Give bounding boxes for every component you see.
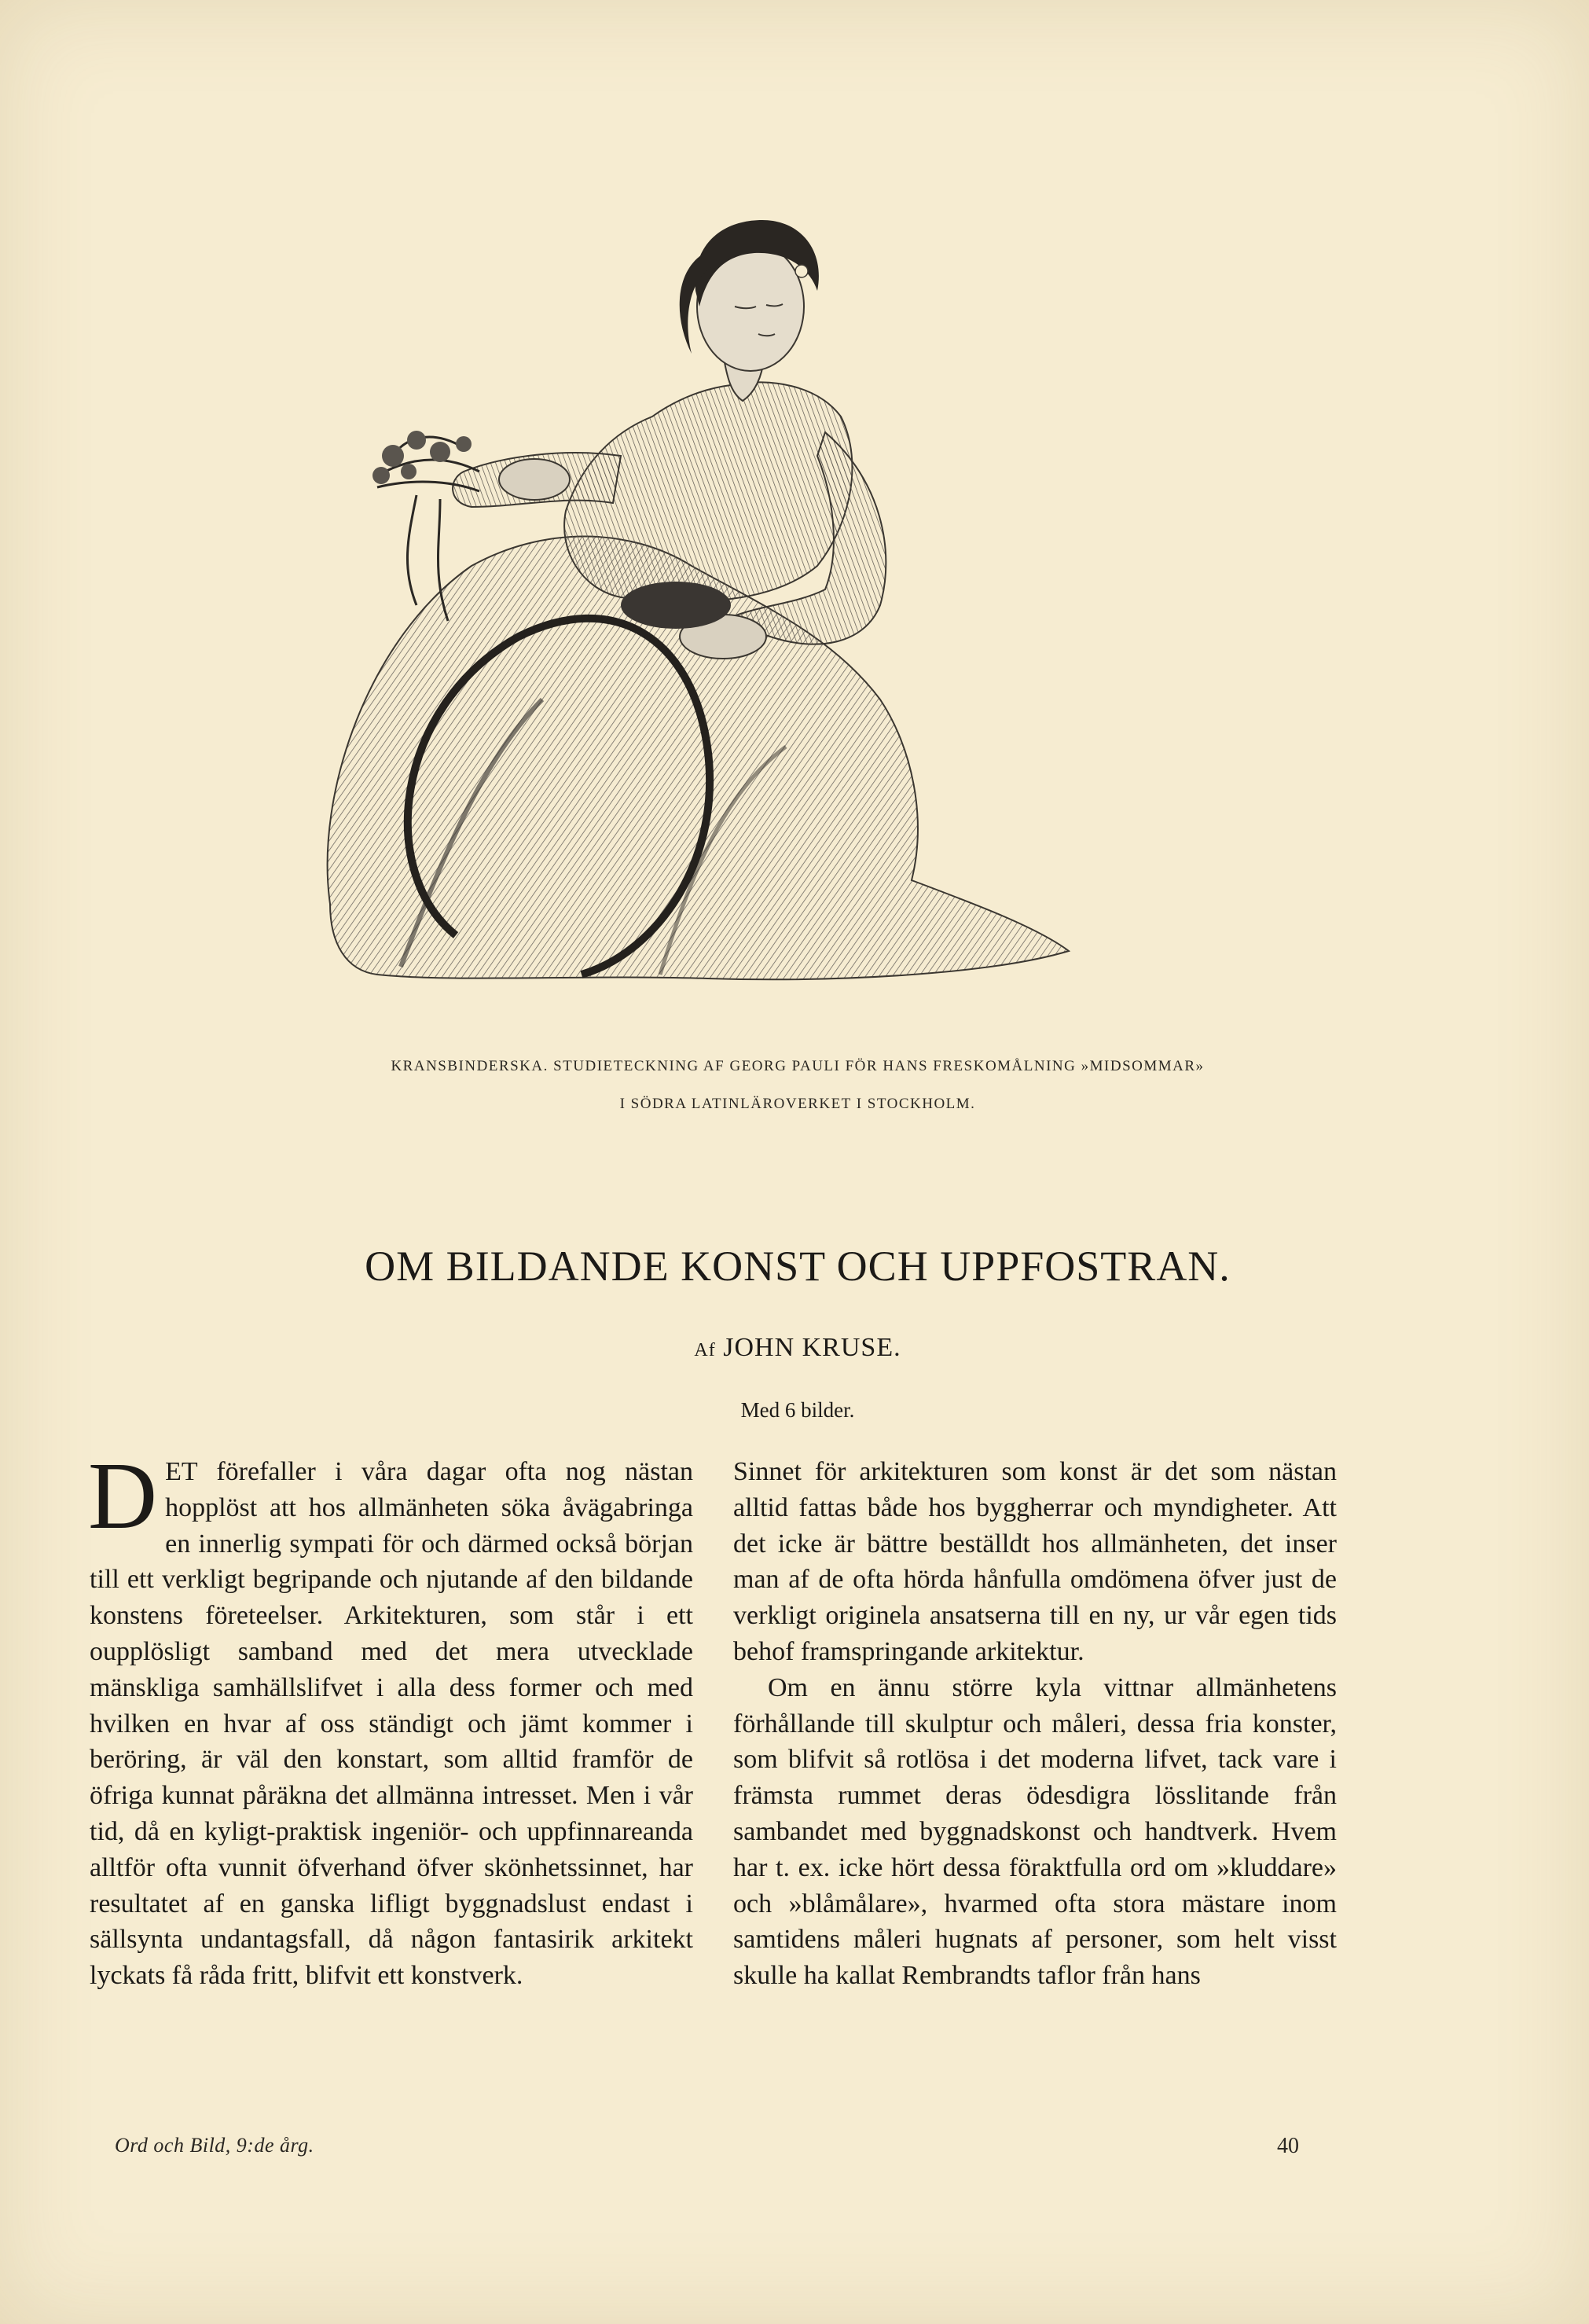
article-title: OM BILDANDE KONST OCH UPPFOSTRAN. (365, 1243, 1231, 1290)
images-note: Med 6 bilder. (740, 1398, 855, 1422)
author-name: JOHN KRUSE. (723, 1333, 901, 1362)
page-number: 40 (1277, 2134, 1299, 2158)
article-column-right (733, 1454, 1337, 1994)
paragraph-sculpture-painting: Om en ännu större kyla vittnar allmänhetens förhållande till skulptur och måleri, dessa fria konster, som blifvit så rotlösa i det moderna lifvet, tack vare i främsta rummet deras ödesdigra lösslitande från sambandet med byggnadskonst och handtverk. Hvem har t. ex. icke hört dessa föraktfulla ord om »kluddare» och »blåmålare», hvarmed ofta stora mästare inom samtidens måleri hugnats af personer, som helt visst skulle ha kallat Rembrandts taflor från hans (733, 1672, 1337, 1991)
drawing-woman-binding-wreath (283, 196, 1139, 1030)
article-byline (102, 1333, 1493, 1363)
paragraph-opening-text: ET förefaller i våra dagar ofta nog nästan hopplöst att hos allmänheten söka åvägabringa en innerlig sympati för och därmed också början till ett verkligt begripande och njutande af den bildande konstens företeelser. Arkitekturen, som står i ett oupplösligt samband med det mera utvecklade mänskliga samhällslifvet i alla dess former och med hvilken en hvar af oss ständigt och jämt kommer i beröring, är väl den konstart, som alltid framför de öfriga kunnat påräkna det allmänna intresset. Men i vår tid, då en kyligt-praktisk ingeniör- och uppfinnareanda alltför ofta vunnit öfverhand öfver skönhetssinnet, har resultatet af en ganska lifligt byggnadslust endast i sällsynta undantagsfall, då någon fantasirik arkitekt lyckats få råda fritt, blifvit ett konstverk. (90, 1457, 693, 1991)
article-column-left (88, 1443, 693, 1994)
paragraph-architecture: Sinnet för arkitekturen som konst är det som nästan alltid fattas både hos byggherrar och myndigheter. Att det icke är bättre beställdt hos allmänheten, det inser man af de ofta hörda hånfulla omdömena öfver just de verkligt originela ansatserna till en ny, ur vår egen tids behof framspringande arkitektur. (733, 1457, 1337, 1666)
byline-prefix: Af (694, 1340, 716, 1360)
illustration-caption-line-1: KRANSBINDERSKA. STUDIETECKNING AF GEORG PAULI FÖR HANS FRESKOMÅLNING »MIDSOMMAR» (391, 1058, 1205, 1074)
illustration-kransbinderska (283, 196, 1139, 1030)
paragraph-opening (88, 1443, 693, 1994)
illustration-caption-line-2: I SÖDRA LATINLÄROVERKET I STOCKHOLM. (619, 1096, 976, 1112)
drop-cap: D (88, 1443, 158, 1549)
publication-footer: Ord och Bild, 9:de årg. (115, 2134, 314, 2157)
